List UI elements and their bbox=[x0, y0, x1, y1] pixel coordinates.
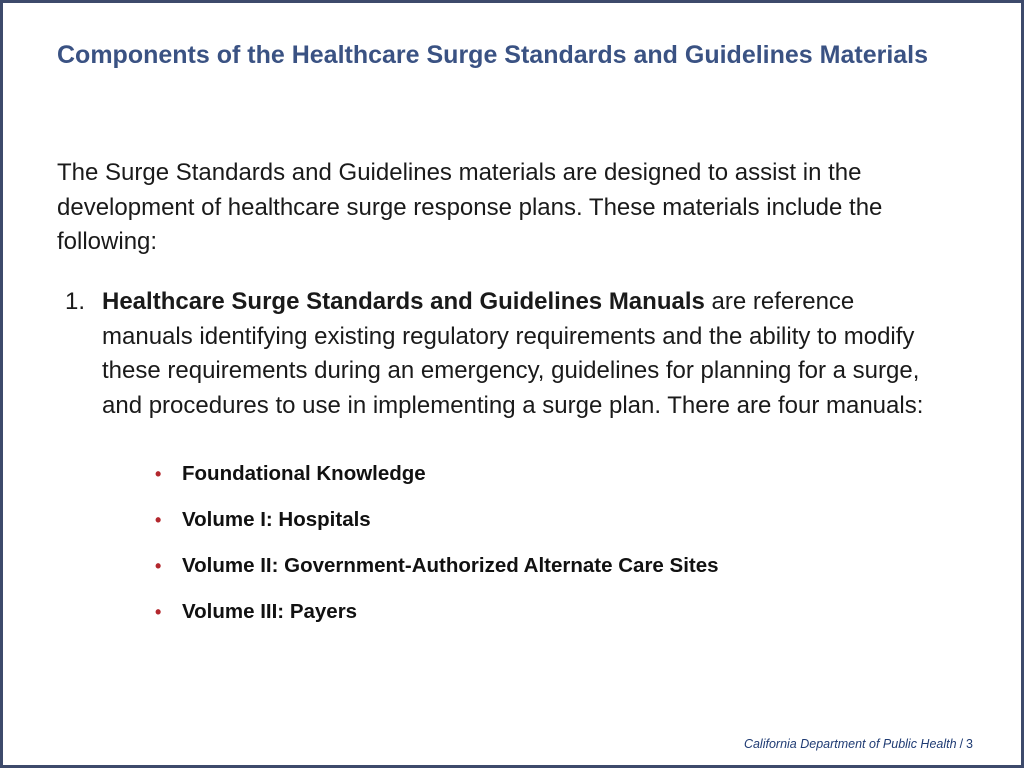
footer-organization: California Department of Public Health bbox=[743, 737, 957, 751]
footer-separator: / bbox=[959, 737, 964, 751]
manual-label: Volume II: Government-Authorized Alternate Care Sites bbox=[182, 554, 719, 577]
manual-label: Volume III: Payers bbox=[182, 600, 358, 623]
manual-label: Volume I: Hospitals bbox=[182, 508, 371, 531]
manual-item-foundational bbox=[155, 459, 915, 505]
manual-item-volume-1 bbox=[155, 505, 915, 551]
list-item-text bbox=[102, 285, 945, 423]
intro-paragraph: The Surge Standards and Guidelines materials are designed to assist in the development of healthcare surge response plans. These materials include the following: bbox=[57, 159, 883, 255]
bullet-icon: • bbox=[155, 464, 162, 484]
bullet-icon: • bbox=[155, 602, 162, 622]
manual-item-volume-2 bbox=[155, 551, 915, 597]
manuals-list bbox=[155, 459, 915, 643]
manuals-description: are reference manuals identifying existing regulatory requirements and the ability to modify these requirements during an emergency, guidelines for planning for a surge, and procedures to use in implementing a surge plan. There are four manuals: bbox=[102, 288, 924, 419]
slide-footer bbox=[744, 737, 973, 751]
manual-item-volume-3 bbox=[155, 597, 915, 643]
slide-title: Components of the Healthcare Surge Standards and Guidelines Materials bbox=[57, 41, 929, 69]
bullet-icon: • bbox=[155, 510, 162, 530]
manuals-heading: Healthcare Surge Standards and Guidelines Manuals bbox=[102, 288, 705, 315]
manual-label: Foundational Knowledge bbox=[182, 462, 426, 485]
page-number: 3 bbox=[966, 737, 973, 751]
list-number: 1. bbox=[65, 288, 86, 315]
bullet-icon: • bbox=[155, 556, 162, 576]
